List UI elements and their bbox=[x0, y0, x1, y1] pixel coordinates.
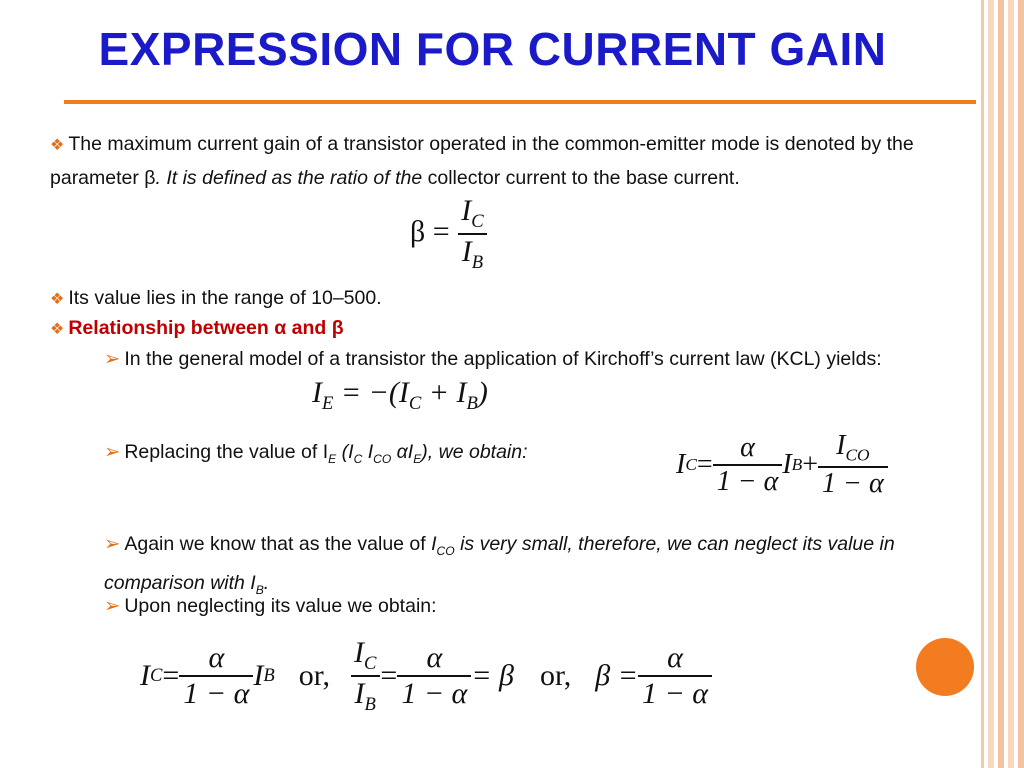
fraction bbox=[818, 430, 888, 500]
diamond-bullet-icon: ❖ bbox=[50, 137, 65, 154]
paragraph-neglecting bbox=[104, 590, 437, 622]
text-italic: . It is defined as the ratio of the bbox=[155, 167, 423, 189]
numerator: α bbox=[426, 641, 443, 674]
numerator bbox=[350, 636, 380, 675]
symbol: β = bbox=[595, 659, 638, 692]
text: collector current to the base current. bbox=[422, 167, 740, 189]
numerator bbox=[457, 194, 487, 233]
subscript: B bbox=[791, 454, 803, 474]
denominator: 1 − α bbox=[397, 675, 471, 711]
fraction bbox=[179, 641, 253, 711]
diamond-bullet-icon: ❖ bbox=[50, 321, 65, 338]
symbol: = bbox=[696, 448, 713, 480]
text-italic: ), we obtain: bbox=[421, 441, 528, 463]
arrow-bullet-icon: ➢ bbox=[104, 441, 121, 463]
paragraph-replacing bbox=[104, 436, 528, 475]
numerator: α bbox=[740, 431, 755, 463]
or-text: or, bbox=[540, 659, 572, 692]
denominator: 1 − α bbox=[818, 466, 888, 500]
arrow-bullet-icon: ➢ bbox=[104, 533, 121, 555]
subscript: E bbox=[328, 451, 337, 466]
symbol: I bbox=[836, 430, 846, 461]
text-italic: (I bbox=[336, 441, 354, 463]
subscript: E bbox=[322, 393, 334, 414]
stripe bbox=[1008, 0, 1014, 768]
or-text: or, bbox=[298, 659, 330, 692]
text-italic: . bbox=[263, 571, 270, 594]
numerator: α bbox=[208, 641, 225, 674]
symbol: I bbox=[782, 448, 792, 480]
symbol: + bbox=[802, 448, 819, 480]
numerator: α bbox=[667, 641, 683, 674]
paragraph-beta-definition bbox=[50, 128, 930, 194]
eq-lhs: β = bbox=[410, 214, 450, 248]
symbol: + I bbox=[421, 376, 467, 409]
symbol: I bbox=[353, 636, 364, 669]
subscript: B bbox=[471, 252, 484, 273]
fraction bbox=[397, 641, 471, 711]
symbol: I bbox=[461, 235, 472, 268]
text: The maximum current gain of a transistor operated in the common-emitter mode is denoted by the parameter β bbox=[50, 133, 914, 189]
equation-kcl bbox=[312, 376, 488, 415]
denominator bbox=[458, 233, 487, 274]
text-italic: αI bbox=[391, 441, 414, 463]
subscript: CO bbox=[373, 451, 392, 466]
subscript: B bbox=[364, 694, 376, 715]
subscript: B bbox=[255, 582, 264, 597]
subscript: CO bbox=[845, 445, 870, 465]
subscript: B bbox=[466, 393, 478, 414]
text: Again we know that as the value of bbox=[124, 533, 432, 555]
symbol: I bbox=[253, 659, 264, 692]
fraction bbox=[638, 641, 712, 711]
orange-circle-decoration bbox=[916, 638, 974, 696]
symbol: I bbox=[140, 659, 150, 692]
symbol: = −(I bbox=[333, 376, 409, 409]
stripe bbox=[1018, 0, 1024, 768]
denominator: 1 − α bbox=[638, 675, 712, 711]
equation-beta bbox=[410, 194, 488, 274]
equation-ic bbox=[676, 430, 888, 500]
diamond-bullet-icon: ❖ bbox=[50, 291, 65, 308]
arrow-bullet-icon: ➢ bbox=[104, 348, 121, 370]
stripe bbox=[981, 0, 984, 768]
fraction bbox=[457, 194, 487, 274]
fraction bbox=[350, 636, 380, 716]
subscript: B bbox=[263, 665, 275, 686]
subscript: C bbox=[471, 211, 484, 232]
symbol: I bbox=[461, 194, 472, 227]
subscript: CO bbox=[436, 543, 455, 558]
symbol: ) bbox=[477, 376, 488, 409]
denominator: 1 − α bbox=[713, 464, 783, 498]
slide-title: EXPRESSION FOR CURRENT GAIN bbox=[98, 23, 887, 75]
paragraph-range bbox=[50, 282, 382, 316]
subscript: C bbox=[408, 393, 422, 414]
symbol: = bbox=[380, 659, 398, 692]
text-italic: is very small, therefore, we can neglect its value in comparison with I bbox=[104, 533, 895, 594]
text: Upon neglecting its value we obtain: bbox=[124, 595, 437, 617]
subscript: C bbox=[353, 451, 363, 466]
denominator: 1 − α bbox=[179, 675, 253, 711]
text: Its value lies in the range of 10–500. bbox=[68, 287, 382, 309]
text: In the general model of a transistor the application of Kirchoff’s current law (KCL) yields: bbox=[124, 348, 882, 370]
subscript: E bbox=[413, 451, 422, 466]
fraction bbox=[713, 432, 783, 498]
denominator bbox=[351, 675, 380, 716]
edge-stripes bbox=[978, 0, 1024, 768]
subscript: C bbox=[685, 454, 697, 474]
text-italic: I bbox=[431, 533, 437, 555]
numerator bbox=[832, 430, 873, 466]
title-underline bbox=[64, 100, 976, 104]
symbol: = bbox=[162, 659, 180, 692]
stripe bbox=[988, 0, 994, 768]
equation-final bbox=[140, 636, 712, 716]
symbol: = β bbox=[471, 659, 514, 692]
heading-text: Relationship between α and β bbox=[68, 317, 344, 339]
arrow-bullet-icon: ➢ bbox=[104, 595, 121, 617]
text: Replacing the value of I bbox=[124, 441, 329, 463]
symbol: I bbox=[354, 677, 365, 710]
paragraph-relationship bbox=[50, 312, 344, 346]
subscript: C bbox=[363, 653, 377, 674]
subscript: C bbox=[150, 665, 163, 686]
paragraph-kcl bbox=[104, 343, 934, 375]
stripe bbox=[998, 0, 1004, 768]
text-italic: I bbox=[362, 441, 374, 463]
symbol: I bbox=[312, 376, 322, 409]
symbol: I bbox=[676, 448, 686, 480]
